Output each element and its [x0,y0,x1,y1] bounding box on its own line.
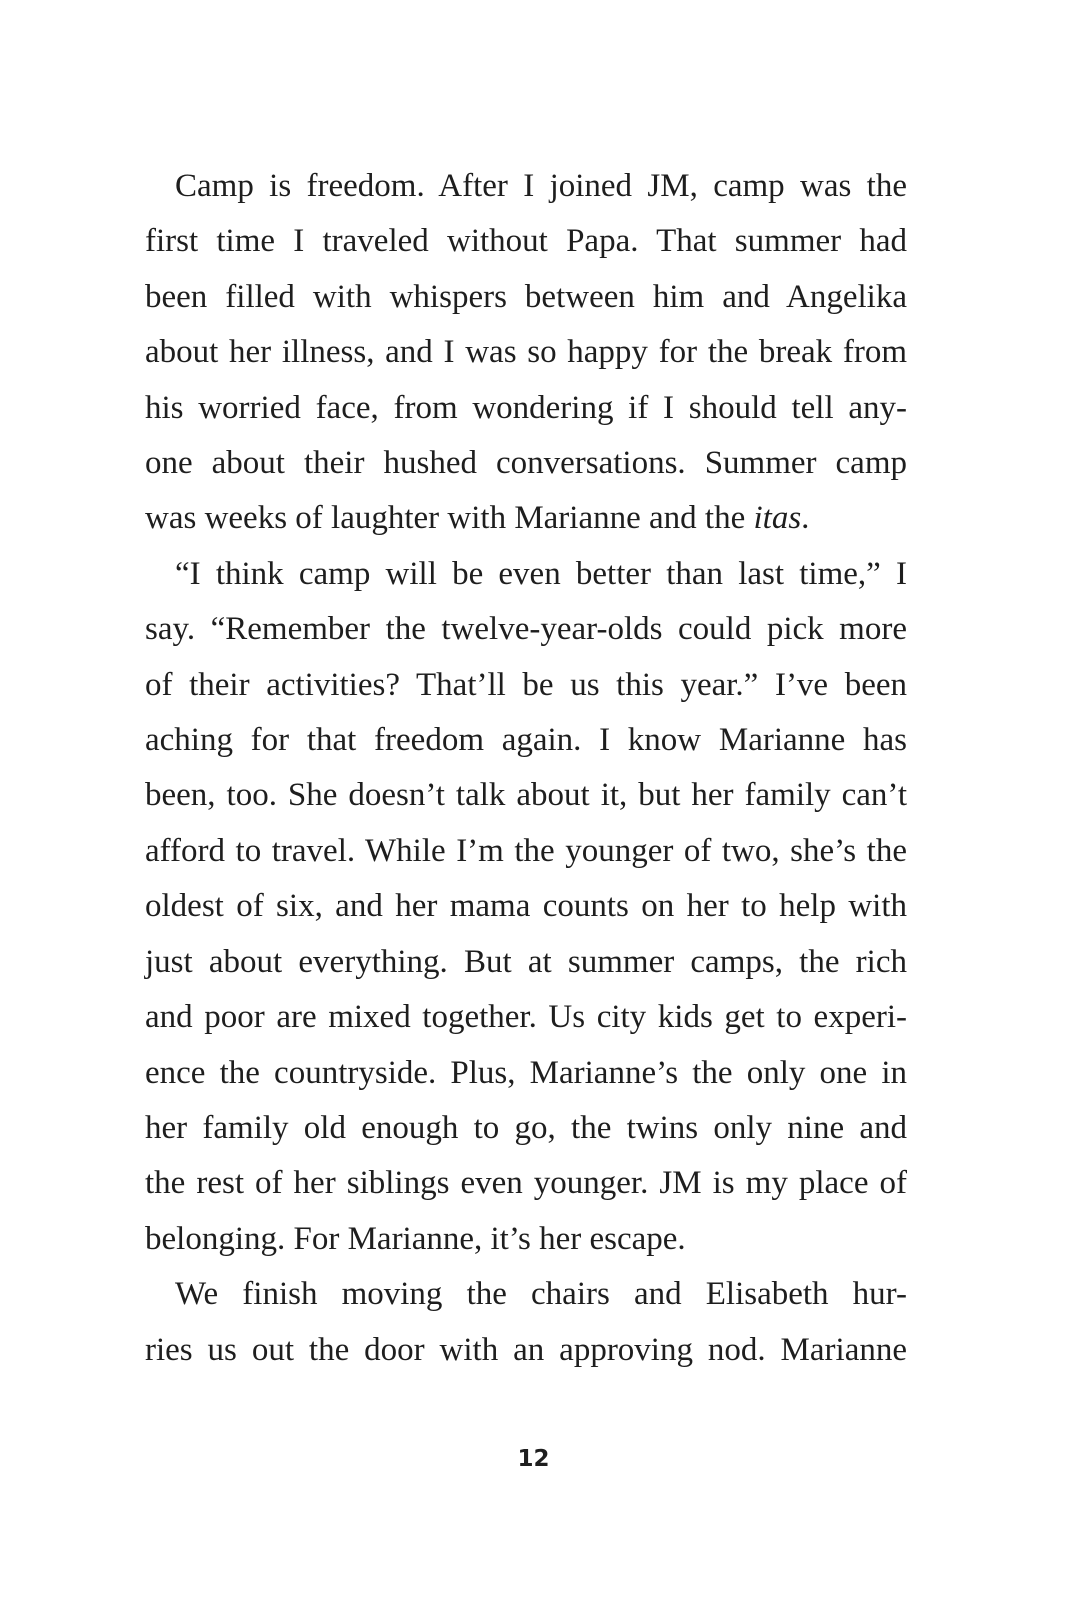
text-line: aching for that freedom again. I know Marianne has [145,722,907,759]
text-line: We finish moving the chairs and Elisabeth hur- [175,1276,907,1313]
text-line [145,491,907,546]
text-line: been filled with whispers between him and Angelika [145,278,907,315]
text-line: afford to travel. While I’m the younger of two, she’s the [145,832,907,869]
text-line: his worried face, from wondering if I should tell any- [145,389,907,426]
text-line: and poor are mixed together. Us city kids get to experi- [145,999,907,1036]
text-line: first time I traveled without Papa. That summer had [145,223,907,260]
text-line: “I think camp will be even better than last time,” I [175,555,907,592]
text-line: one about their hushed conversations. Summer camp [145,445,907,482]
text-segment: . [801,500,810,537]
text-line: ries us out the door with an approving nod. Marianne [145,1331,907,1368]
italic-word: itas [753,500,802,537]
text-line: belonging. For Marianne, it’s her escape. [145,1220,686,1257]
body-text [145,159,907,1378]
text-segment: was weeks of laughter with Marianne and the [145,500,754,537]
text-line: the rest of her siblings even younger. JM is my place of [145,1165,907,1202]
text-line: ence the countryside. Plus, Marianne’s the only one in [145,1054,907,1091]
text-line: Camp is freedom. After I joined JM, camp was the [175,168,907,204]
text-line: just about everything. But at summer camps, the rich [145,943,907,980]
page-number: 12 [517,1446,550,1472]
text-line: been, too. She doesn’t talk about it, but her family can’t [145,777,907,814]
text-line: her family old enough to go, the twins only nine and [145,1109,907,1146]
text-line: oldest of six, and her mama counts on her to help with [145,888,907,925]
text-line: say. “Remember the twelve-year-olds could pick more [145,611,907,648]
text-line: of their activities? That’ll be us this year.” I’ve been [145,666,907,703]
text-line: about her illness, and I was so happy for the break from [145,334,907,371]
